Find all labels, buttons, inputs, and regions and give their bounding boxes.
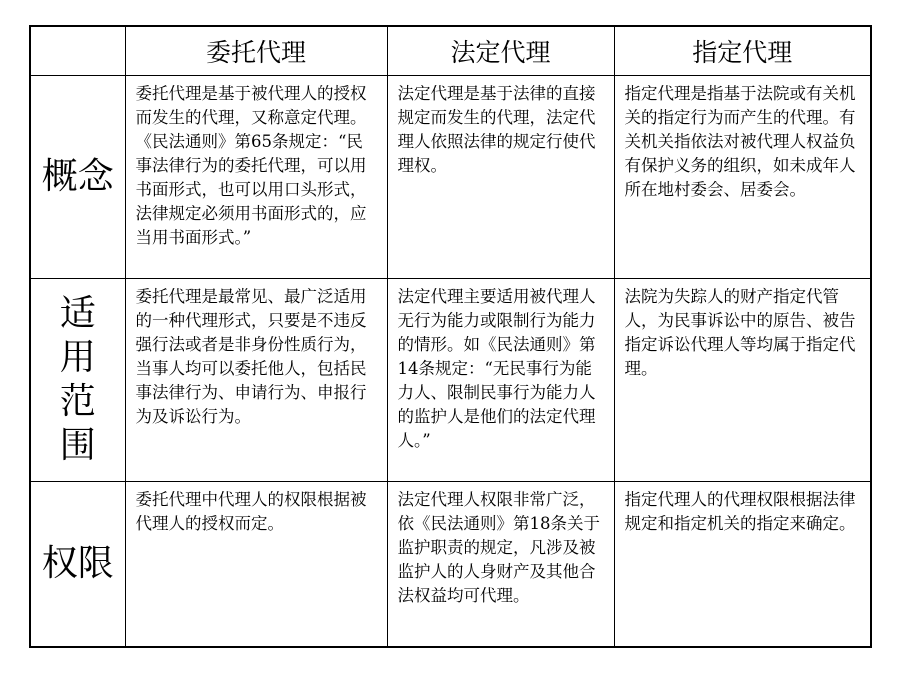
cell-scope-entrusted: 委托代理是最常见、最广泛适用的一种代理形式，只要是不违反强行法或者是非身份性质行为，当事人均可以委托他人，包括民事法律行为、申请行为、申报行为及诉讼行为。 bbox=[125, 279, 387, 482]
cell-concept-statutory: 法定代理是基于法律的直接规定而发生的代理，法定代理人依照法律的规定行使代理权。 bbox=[387, 76, 614, 279]
table-row-authority bbox=[30, 482, 871, 648]
header-designated-agency: 指定代理 bbox=[614, 26, 871, 76]
table-row-scope bbox=[30, 279, 871, 482]
cell-authority-entrusted: 委托代理中代理人的权限根据被代理人的授权而定。 bbox=[125, 482, 387, 648]
cell-authority-statutory: 法定代理人权限非常广泛，依《民法通则》第18条关于监护职责的规定，凡涉及被监护人的人身财产及其他合法权益均可代理。 bbox=[387, 482, 614, 648]
header-statutory-agency: 法定代理 bbox=[387, 26, 614, 76]
row-label-scope-text: 适用范围 bbox=[59, 293, 96, 466]
header-entrusted-agency: 委托代理 bbox=[125, 26, 387, 76]
cell-concept-entrusted: 委托代理是基于被代理人的授权而发生的代理，又称意定代理。《民法通则》第65条规定：“民事法律行为的委托代理，可以用书面形式，也可以用口头形式，法律规定必须用书面形式的，应当用书面形式。” bbox=[125, 76, 387, 279]
cell-authority-designated: 指定代理人的代理权限根据法律规定和指定机关的指定来确定。 bbox=[614, 482, 871, 648]
row-label-concept: 概念 bbox=[30, 76, 125, 279]
header-row bbox=[30, 26, 871, 76]
cell-scope-designated: 法院为失踪人的财产指定代管人，为民事诉讼中的原告、被告指定诉讼代理人等均属于指定代理。 bbox=[614, 279, 871, 482]
cell-scope-statutory: 法定代理主要适用被代理人无行为能力或限制行为能力的情形。如《民法通则》第14条规定：“无民事行为能力人、限制民事行为能力人的监护人是他们的法定代理人。” bbox=[387, 279, 614, 482]
row-label-scope bbox=[30, 279, 125, 482]
table-row-concept bbox=[30, 76, 871, 279]
cell-concept-designated: 指定代理是指基于法院或有关机关的指定行为而产生的代理。有关机关指依法对被代理人权益负有保护义务的组织，如未成年人所在地村委会、居委会。 bbox=[614, 76, 871, 279]
comparison-table bbox=[29, 25, 872, 648]
corner-cell bbox=[30, 26, 125, 76]
row-label-authority: 权限 bbox=[30, 482, 125, 648]
